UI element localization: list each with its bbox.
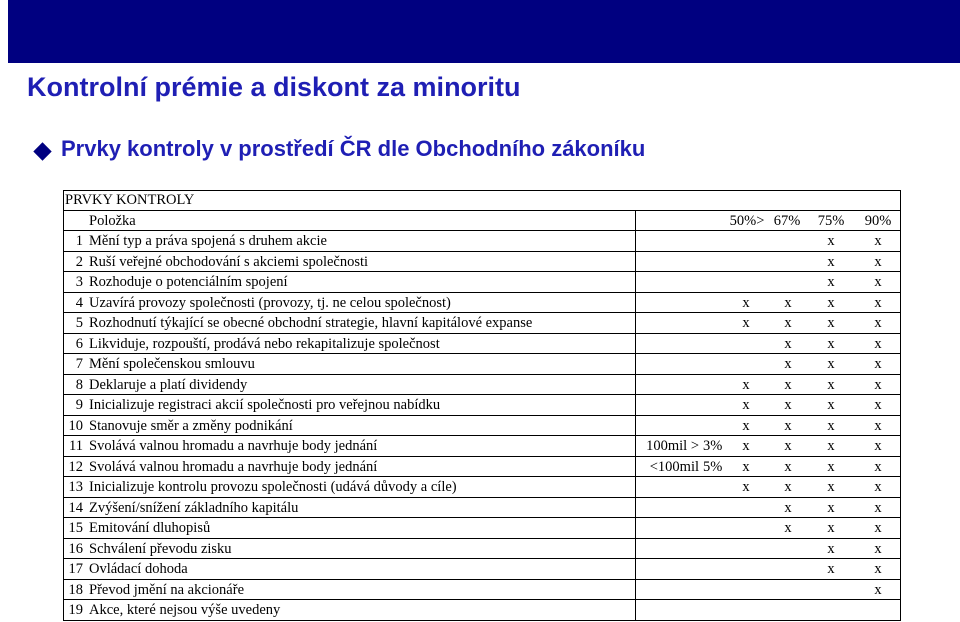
row-label: Mění společenskou smlouvu (89, 356, 255, 372)
row-number: 5 (75, 315, 83, 331)
row-mark-2: x (827, 233, 835, 249)
row-number: 4 (75, 295, 83, 311)
row-mark-2: x (827, 254, 835, 270)
row-label: Převod jmění na akcionáře (89, 582, 245, 598)
row-mark-0: x (742, 397, 750, 413)
row-threshold-capital: 100mil > (646, 438, 699, 454)
row-label: Svolává valnou hromadu a navrhuje body jednání (89, 459, 378, 475)
percent-header-75: 75% (817, 213, 845, 229)
row-mark-3: x (874, 356, 882, 372)
row-mark-2: x (827, 418, 835, 434)
row-number: 1 (75, 233, 83, 249)
row-mark-1: x (784, 315, 792, 331)
row-number: 18 (68, 582, 83, 598)
row-label: Svolává valnou hromadu a navrhuje body jednání (89, 438, 378, 454)
row-mark-3: x (874, 479, 882, 495)
row-mark-2: x (827, 377, 835, 393)
row-mark-0: x (742, 377, 750, 393)
row-mark-3: x (874, 397, 882, 413)
row-mark-1: x (784, 520, 792, 536)
row-mark-0: x (742, 295, 750, 311)
row-mark-2: x (827, 541, 835, 557)
row-mark-1: x (784, 479, 792, 495)
row-mark-2: x (827, 295, 835, 311)
row-number: 6 (75, 336, 83, 352)
row-mark-3: x (874, 582, 882, 598)
row-label: Inicializuje registraci akcií společnosti pro veřejnou nabídku (89, 397, 441, 413)
table-border-right (900, 190, 901, 621)
row-divider (63, 394, 901, 395)
row-mark-3: x (874, 295, 882, 311)
table-border-top (63, 190, 901, 191)
row-divider (63, 435, 901, 436)
row-number: 3 (75, 274, 83, 290)
row-divider (63, 456, 901, 457)
row-mark-3: x (874, 274, 882, 290)
row-mark-1: x (784, 377, 792, 393)
row-mark-3: x (874, 315, 882, 331)
row-label: Akce, které nejsou výše uvedeny (89, 602, 281, 618)
item-column-header: Položka (89, 213, 136, 229)
table-border-left (63, 190, 64, 621)
row-mark-3: x (874, 254, 882, 270)
row-mark-0: x (742, 479, 750, 495)
row-label: Ovládací dohoda (89, 561, 188, 577)
threshold-column-divider (635, 210, 636, 621)
row-number: 12 (68, 459, 83, 475)
diamond-bullet-icon (33, 142, 51, 160)
row-mark-2: x (827, 274, 835, 290)
row-divider (63, 353, 901, 354)
row-mark-1: x (784, 397, 792, 413)
row-mark-2: x (827, 315, 835, 331)
row-mark-1: x (784, 336, 792, 352)
row-mark-3: x (874, 336, 882, 352)
row-divider (63, 230, 901, 231)
row-mark-2: x (827, 397, 835, 413)
row-mark-2: x (827, 459, 835, 475)
row-divider (63, 497, 901, 498)
row-mark-1: x (784, 459, 792, 475)
row-number: 9 (75, 397, 83, 413)
row-threshold-percent: 5% (703, 459, 723, 475)
row-divider (63, 415, 901, 416)
row-mark-2: x (827, 520, 835, 536)
row-label: Likviduje, rozpouští, prodává nebo rekapitalizuje společnost (89, 336, 440, 352)
row-mark-3: x (874, 561, 882, 577)
row-label: Emitování dluhopisů (89, 520, 211, 536)
percent-header-50: 50%> (729, 213, 765, 229)
row-mark-2: x (827, 356, 835, 372)
row-divider (63, 620, 901, 621)
row-label: Rozhodnutí týkající se obecné obchodní strategie, hlavní kapitálové expanse (89, 315, 533, 331)
row-number: 19 (68, 602, 83, 618)
row-mark-3: x (874, 500, 882, 516)
row-label: Stanovuje směr a změny podnikání (89, 418, 293, 434)
row-mark-3: x (874, 233, 882, 249)
row-divider (63, 251, 901, 252)
row-divider (63, 538, 901, 539)
row-mark-1: x (784, 418, 792, 434)
row-mark-3: x (874, 418, 882, 434)
row-mark-2: x (827, 438, 835, 454)
row-number: 17 (68, 561, 83, 577)
row-label: Rozhoduje o potenciálním spojení (89, 274, 288, 290)
row-mark-0: x (742, 459, 750, 475)
row-divider (63, 579, 901, 580)
row-divider (63, 271, 901, 272)
row-label: Deklaruje a platí dividendy (89, 377, 248, 393)
row-mark-2: x (827, 561, 835, 577)
row-number: 10 (68, 418, 83, 434)
row-mark-3: x (874, 541, 882, 557)
control-elements-table (63, 190, 901, 621)
row-number: 7 (75, 356, 83, 372)
percent-header-90: 90% (864, 213, 892, 229)
row-threshold-capital: <100mil (649, 459, 699, 475)
row-mark-0: x (742, 438, 750, 454)
row-mark-1: x (784, 356, 792, 372)
title-bar (8, 0, 960, 63)
row-mark-3: x (874, 459, 882, 475)
row-mark-0: x (742, 315, 750, 331)
row-divider (63, 333, 901, 334)
row-number: 11 (69, 438, 83, 454)
row-label: Inicializuje kontrolu provozu společnosti (udává důvody a cíle) (89, 479, 457, 495)
row-divider (63, 312, 901, 313)
row-label: Ruší veřejné obchodování s akciemi společnosti (89, 254, 369, 270)
percent-header-67: 67% (773, 213, 801, 229)
row-number: 16 (68, 541, 83, 557)
slide-subtitle: Prvky kontroly v prostředí ČR dle Obchodního zákoníku (61, 136, 646, 161)
row-threshold-percent: 3% (703, 438, 723, 454)
row-number: 2 (75, 254, 83, 270)
row-mark-1: x (784, 500, 792, 516)
row-label: Uzavírá provozy společnosti (provozy, tj. ne celou společnost) (89, 295, 451, 311)
row-divider (63, 374, 901, 375)
row-label: Schválení převodu zisku (89, 541, 232, 557)
slide-title: Kontrolní prémie a diskont za minoritu (27, 72, 521, 102)
row-mark-2: x (827, 336, 835, 352)
row-divider (63, 599, 901, 600)
row-number: 8 (75, 377, 83, 393)
row-divider (63, 476, 901, 477)
row-label: Zvýšení/snížení základního kapitálu (89, 500, 299, 516)
row-divider (63, 292, 901, 293)
row-label: Mění typ a práva spojená s druhem akcie (89, 233, 327, 249)
row-mark-3: x (874, 438, 882, 454)
row-mark-1: x (784, 295, 792, 311)
row-mark-3: x (874, 520, 882, 536)
row-number: 15 (68, 520, 83, 536)
row-mark-1: x (784, 438, 792, 454)
row-mark-0: x (742, 418, 750, 434)
row-mark-2: x (827, 479, 835, 495)
row-number: 14 (68, 500, 83, 516)
row-mark-3: x (874, 377, 882, 393)
row-mark-2: x (827, 500, 835, 516)
row-divider (63, 517, 901, 518)
header-divider (63, 210, 901, 211)
table-header: PRVKY KONTROLY (65, 192, 195, 208)
row-number: 13 (68, 479, 83, 495)
row-divider (63, 558, 901, 559)
